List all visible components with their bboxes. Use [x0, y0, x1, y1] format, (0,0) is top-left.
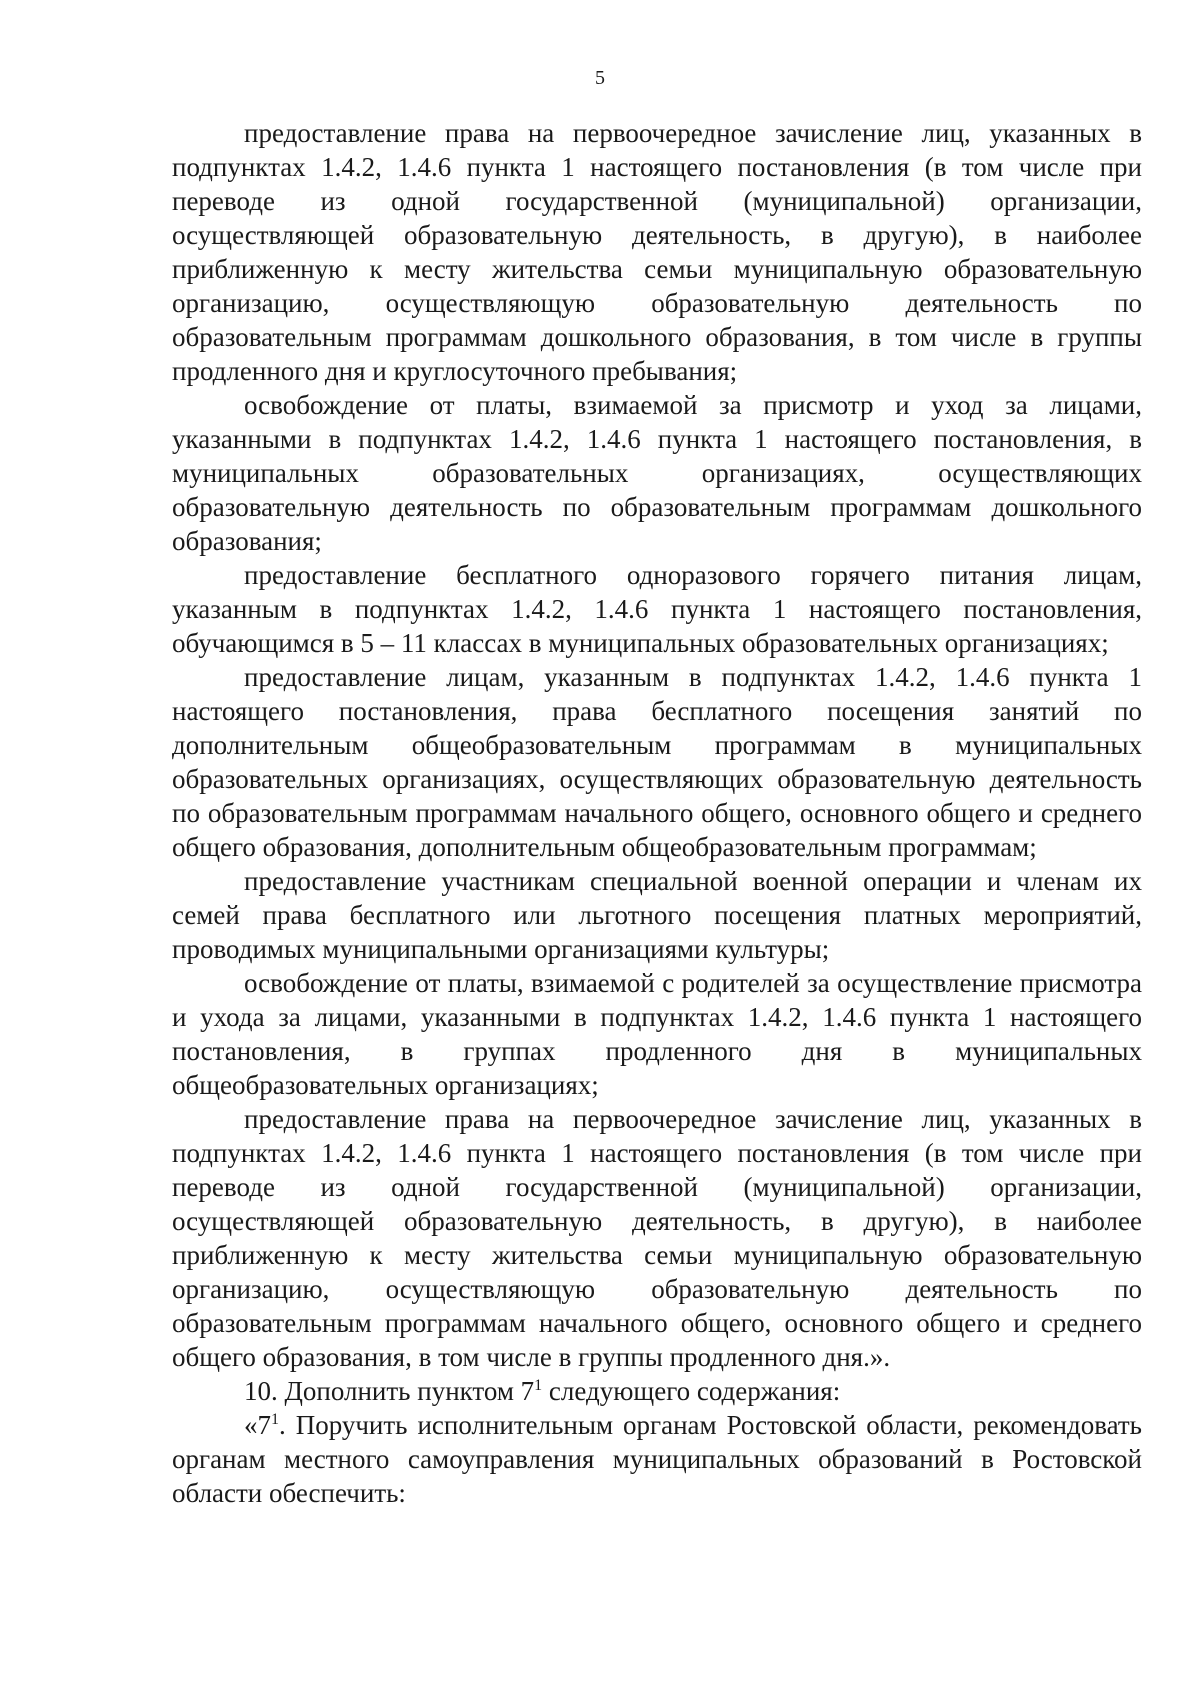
- paragraph-school-enrollment: предоставление права на первоочередное зачисление лиц, указанных в подпунктах 1.4.2, 1.4.6 пункта 1 настоящего постановления (в том числе при переводе из одной государственной (муниципальной) организации, осуществляющей образовательную деятельность, в другую), в наиболее приближенную к месту жительства семьи муниципальную образовательную организацию, осуществляющую образовательную деятельность по образовательным программам начального общего, основного общего и среднего общего образования, в том числе в группы продленного дня.».: [172, 1104, 1142, 1372]
- paragraph-preschool-enrollment: предоставление права на первоочередное зачисление лиц, указанных в подпунктах 1.4.2, 1.4.6 пункта 1 настоящего постановления (в том числе при переводе из одной государственной (муниципальной) организации, осуществляющей образовательную деятельность, в другую), в наиболее приближенную к месту жительства семьи муниципальную образовательную организацию, осуществляющую образовательную деятельность по образовательным программам дошкольного образования, в том числе в группы продленного дня и круглосуточного пребывания;: [172, 118, 1142, 386]
- item-10-text-after: следующего содержания:: [542, 1376, 841, 1406]
- paragraph-extended-day-fee-exemption: освобождение от платы, взимаемой с родителей за осуществление присмотра и ухода за лицами, указанными в подпунктах 1.4.2, 1.4.6 пункта 1 настоящего постановления, в группах продленного дня в муниципальных общеобразовательных организациях;: [172, 968, 1142, 1100]
- item-7-1-text-after: . Поручить исполнительным органам Ростовской области, рекомендовать органам местного самоуправления муниципальных образований в Ростовской области обеспечить:: [172, 1410, 1142, 1508]
- paragraph-preschool-fee-exemption: освобождение от платы, взимаемой за присмотр и уход за лицами, указанными в подпунктах 1.4.2, 1.4.6 пункта 1 настоящего постановления, в муниципальных образовательных организациях, осуществляющих образовательную деятельность по образовательным программам дошкольного образования;: [172, 390, 1142, 556]
- item-7-1-text-before: «7: [244, 1410, 271, 1440]
- document-body: [172, 116, 1142, 1510]
- item-7-1-superscript: 1: [271, 1411, 279, 1428]
- paragraph-culture-events: предоставление участникам специальной военной операции и членам их семей права бесплатного или льготного посещения платных мероприятий, проводимых муниципальными организациями культуры;: [172, 866, 1142, 964]
- paragraph-item-10: [172, 1374, 1142, 1408]
- paragraph-item-7-1: [172, 1408, 1142, 1510]
- page-number: 5: [595, 67, 605, 89]
- paragraph-free-additional-classes: предоставление лицам, указанным в подпунктах 1.4.2, 1.4.6 пункта 1 настоящего постановления, права бесплатного посещения занятий по дополнительным общеобразовательным программам в муниципальных образовательных организациях, осуществляющих образовательную деятельность по образовательным программам начального общего, основного общего и среднего общего образования, дополнительным общеобразовательным программам;: [172, 662, 1142, 862]
- item-10-superscript: 1: [534, 1377, 543, 1394]
- paragraph-free-hot-meals: предоставление бесплатного одноразового горячего питания лицам, указанным в подпунктах 1.4.2, 1.4.6 пункта 1 настоящего постановления, обучающимся в 5 – 11 классах в муниципальных образовательных организациях;: [172, 560, 1142, 658]
- item-10-text-before: 10. Дополнить пунктом 7: [244, 1376, 535, 1406]
